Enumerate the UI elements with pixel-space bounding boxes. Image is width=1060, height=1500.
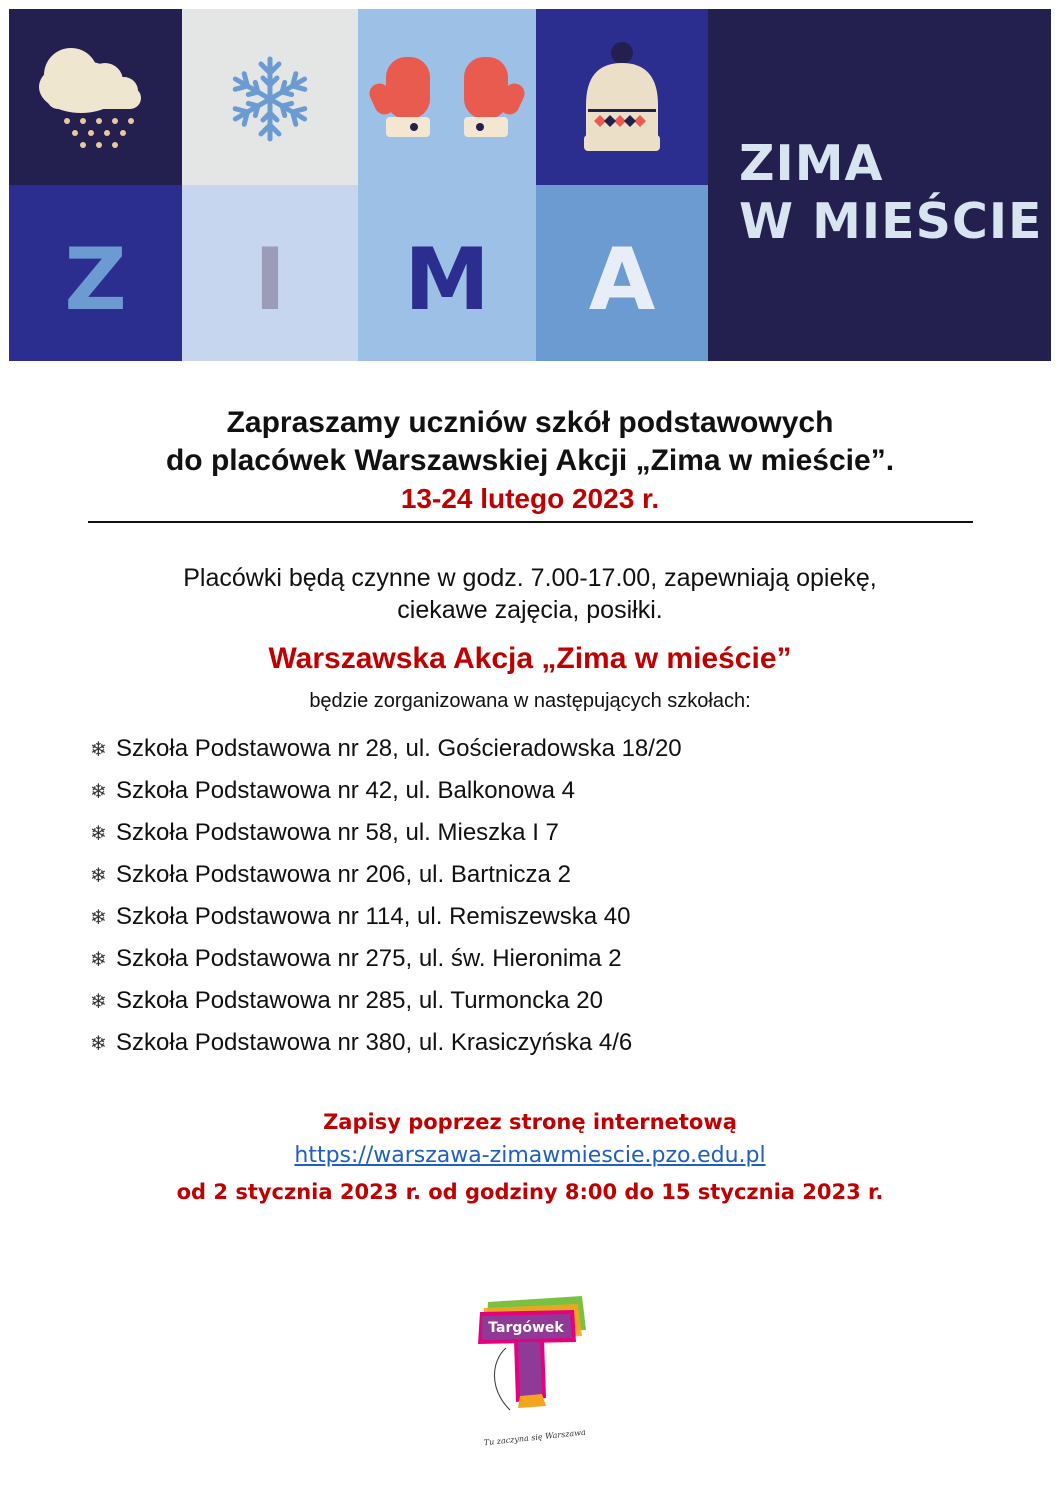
school-name: Szkoła Podstawowa nr 58, ul. Mieszka I 7 bbox=[116, 819, 559, 846]
brand-line-2: W MIEŚCIE bbox=[739, 193, 1043, 250]
snowflake-bullet-icon: ❄ bbox=[90, 989, 107, 1013]
akcja-subtitle: będzie zorganizowana w następujących szkołach: bbox=[309, 690, 751, 712]
tile-letter-z bbox=[9, 185, 182, 361]
brand-title bbox=[739, 135, 1043, 251]
list-item bbox=[90, 812, 682, 854]
headline-line-1: Zapraszamy uczniów szkół podstawowych bbox=[226, 406, 834, 439]
school-name: Szkoła Podstawowa nr 114, ul. Remiszewska 40 bbox=[116, 903, 631, 930]
headline bbox=[0, 404, 1060, 518]
school-name: Szkoła Podstawowa nr 275, ul. św. Hieronima 2 bbox=[116, 945, 622, 972]
banner-letter-a: A bbox=[588, 230, 656, 330]
list-item bbox=[90, 938, 682, 980]
school-name: Szkoła Podstawowa nr 206, ul. Bartnicza 2 bbox=[116, 861, 571, 888]
snowflake-icon bbox=[182, 9, 358, 185]
tile-mittens bbox=[358, 9, 536, 185]
logo-tagline: Tu zaczyna się Warszawa bbox=[483, 1427, 587, 1448]
info-text bbox=[0, 562, 1060, 626]
info-line-2: ciekawe zajęcia, posiłki. bbox=[397, 596, 663, 624]
snowflake-bullet-icon: ❄ bbox=[90, 1031, 107, 1055]
signup-link[interactable]: https://warszawa-zimawmiescie.pzo.edu.pl bbox=[294, 1143, 766, 1168]
snowflake-bullet-icon: ❄ bbox=[90, 779, 107, 803]
snowflake-bullet-icon: ❄ bbox=[90, 947, 107, 971]
signup-link-row bbox=[0, 1143, 1060, 1168]
banner-letter-m: M bbox=[404, 230, 490, 330]
info-line-1: Placówki będą czynne w godz. 7.00-17.00, zapewniają opiekę, bbox=[183, 564, 877, 592]
banner-letter-i: I bbox=[254, 230, 286, 330]
mittens-icon bbox=[358, 9, 536, 185]
cloud-snow-icon bbox=[9, 9, 182, 185]
banner-letter-z: Z bbox=[64, 230, 127, 330]
logo-name: Targówek bbox=[488, 1320, 564, 1336]
list-item bbox=[90, 728, 682, 770]
targowek-logo bbox=[470, 1290, 600, 1450]
headline-line-2: do placówek Warszawskiej Akcji „Zima w mieście”. bbox=[165, 444, 895, 477]
divider bbox=[88, 521, 973, 523]
school-name: Szkoła Podstawowa nr 28, ul. Gościeradowska 18/20 bbox=[116, 735, 682, 762]
tile-letter-m bbox=[358, 185, 536, 361]
school-list bbox=[90, 728, 682, 1064]
tile-letter-a bbox=[536, 185, 708, 361]
list-item bbox=[90, 980, 682, 1022]
school-name: Szkoła Podstawowa nr 380, ul. Krasiczyńska 4/6 bbox=[116, 1029, 633, 1056]
signup-line-1: Zapisy poprzez stronę internetową bbox=[323, 1110, 737, 1134]
akcja-title: Warszawska Akcja „Zima w mieście” bbox=[268, 642, 792, 675]
signup-line-3: od 2 stycznia 2023 r. od godziny 8:00 do 15 stycznia 2023 r. bbox=[176, 1180, 884, 1204]
tile-letter-i bbox=[182, 185, 358, 361]
snowflake-bullet-icon: ❄ bbox=[90, 821, 107, 845]
headline-dates: 13-24 lutego 2023 r. bbox=[400, 483, 660, 514]
list-item bbox=[90, 770, 682, 812]
snowflake-bullet-icon: ❄ bbox=[90, 905, 107, 929]
tile-hat bbox=[536, 9, 708, 185]
list-item bbox=[90, 1022, 682, 1064]
list-item bbox=[90, 854, 682, 896]
header-banner bbox=[9, 9, 1051, 361]
list-item bbox=[90, 896, 682, 938]
tile-cloud bbox=[9, 9, 182, 185]
school-name: Szkoła Podstawowa nr 42, ul. Balkonowa 4 bbox=[116, 777, 575, 804]
targowek-logo-icon bbox=[470, 1290, 600, 1450]
snowflake-bullet-icon: ❄ bbox=[90, 863, 107, 887]
school-name: Szkoła Podstawowa nr 285, ul. Turmoncka 20 bbox=[116, 987, 603, 1014]
winter-hat-icon bbox=[536, 9, 708, 185]
tile-snowflake bbox=[182, 9, 358, 185]
brand-line-1: ZIMA bbox=[739, 135, 884, 192]
snowflake-bullet-icon: ❄ bbox=[90, 737, 107, 761]
